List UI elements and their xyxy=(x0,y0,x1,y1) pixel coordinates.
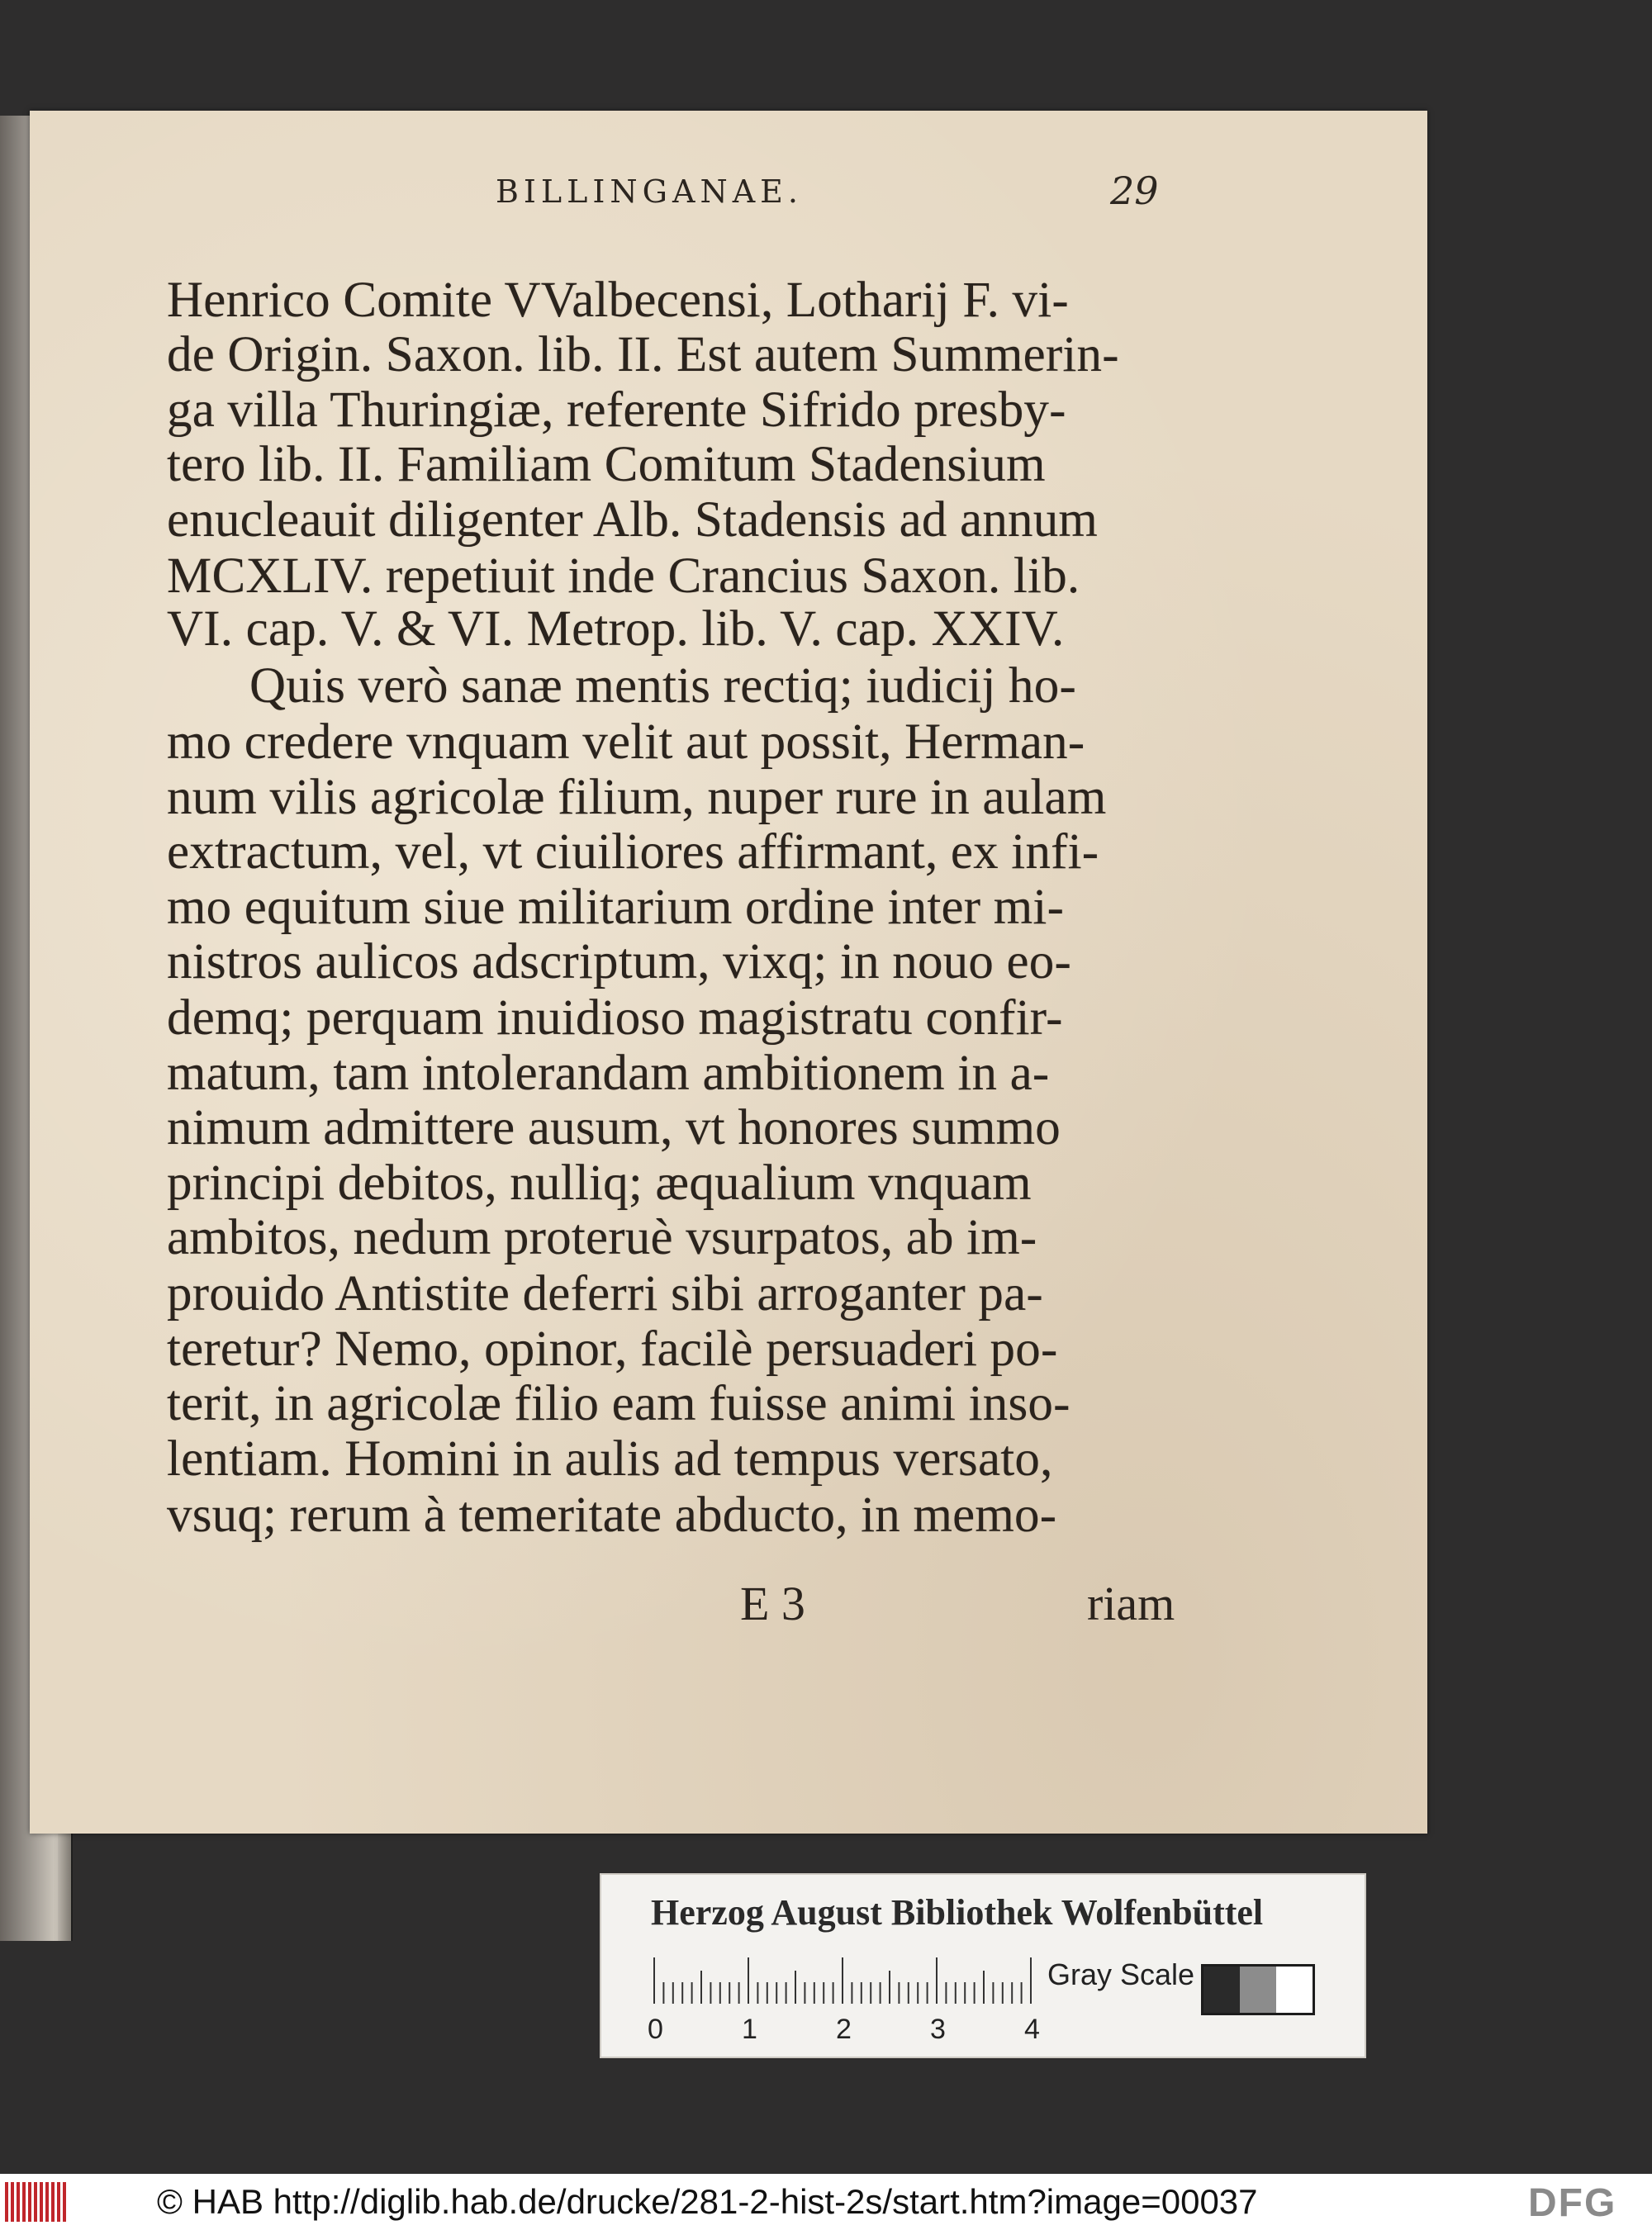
text-line: terit, in agricolæ filio eam fuisse animi inso- xyxy=(167,1376,1070,1431)
text-line: principi debitos, nulliq; æqualium vnquam xyxy=(167,1155,1032,1211)
text-line: demq; perquam inuidioso magistratu confir- xyxy=(167,990,1063,1046)
text-line: vsuq; rerum à temeritate abducto, in memo- xyxy=(167,1487,1057,1543)
text-line: nimum admittere ausum, vt honores summo xyxy=(167,1100,1061,1155)
text-line: prouido Antistite deferri sibi arroganter pa- xyxy=(167,1266,1043,1321)
ruler-number: 2 xyxy=(836,2014,852,2045)
page-text-block xyxy=(30,111,1427,1834)
text-line: lentiam. Homini in aulis ad tempus versato, xyxy=(167,1431,1053,1487)
gray-swatch xyxy=(1240,1967,1276,2013)
page-number: 29 xyxy=(1110,168,1159,213)
measurement-ruler xyxy=(651,1954,1044,2004)
text-line: num vilis agricolæ filium, nuper rure in aulam xyxy=(167,770,1107,825)
text-line: mo credere vnquam velit aut possit, Herman- xyxy=(167,714,1085,770)
gray-swatch xyxy=(1203,1967,1240,2013)
text-line: mo equitum siue militarium ordine inter mi- xyxy=(167,880,1065,935)
text-line: matum, tam intolerandam ambitionem in a- xyxy=(167,1046,1050,1101)
text-line: extractum, vel, vt ciuiliores affirmant, ex infi- xyxy=(167,824,1099,880)
text-line: teretur? Nemo, opinor, facilè persuaderi po- xyxy=(167,1321,1058,1377)
catchword: riam xyxy=(1087,1577,1175,1630)
footer-bar xyxy=(0,2174,1652,2230)
gray-scale-label: Gray Scale xyxy=(1047,1957,1195,1991)
text-line: tero lib. II. Familiam Comitum Stadensium xyxy=(167,437,1046,492)
ruler-number: 4 xyxy=(1024,2014,1040,2045)
running-head: BILLINGANAE. xyxy=(496,173,803,210)
gray-swatch xyxy=(1276,1967,1313,2013)
hab-logo-icon xyxy=(5,2182,66,2222)
text-line: nistros aulicos adscriptum, vixq; in nouo eo- xyxy=(167,934,1071,989)
text-line: ga villa Thuringiæ, referente Sifrido presby- xyxy=(167,382,1066,438)
gray-scale-swatch xyxy=(1201,1964,1315,2015)
text-line: Quis verò sanæ mentis rectiq; iudicij ho- xyxy=(249,658,1076,714)
signature-mark: E 3 xyxy=(740,1577,805,1630)
text-line: MCXLIV. repetiuit inde Crancius Saxon. lib. xyxy=(167,548,1080,604)
text-line: ambitos, nedum proteruè vsurpatos, ab im- xyxy=(167,1210,1037,1265)
ruler-number: 3 xyxy=(930,2014,946,2045)
text-line: VI. cap. V. & VI. Metrop. lib. V. cap. XXIV. xyxy=(167,601,1065,657)
dfg-logo: DFG xyxy=(1528,2181,1617,2225)
ruler-number: 1 xyxy=(742,2014,757,2045)
scanned-page xyxy=(30,111,1427,1834)
text-line: Henrico Comite VValbecensi, Lotharij F. vi- xyxy=(167,273,1069,328)
text-line: enucleauit diligenter Alb. Stadensis ad annum xyxy=(167,492,1099,548)
text-line: de Origin. Saxon. lib. II. Est autem Summerin- xyxy=(167,327,1119,382)
ruler-number: 0 xyxy=(648,2014,663,2045)
copyright-url[interactable]: © HAB http://diglib.hab.de/drucke/281-2-hist-2s/start.htm?image=00037 xyxy=(157,2182,1258,2221)
library-name: Herzog August Bibliothek Wolfenbüttel xyxy=(651,1892,1264,1933)
library-color-card xyxy=(600,1873,1366,2058)
